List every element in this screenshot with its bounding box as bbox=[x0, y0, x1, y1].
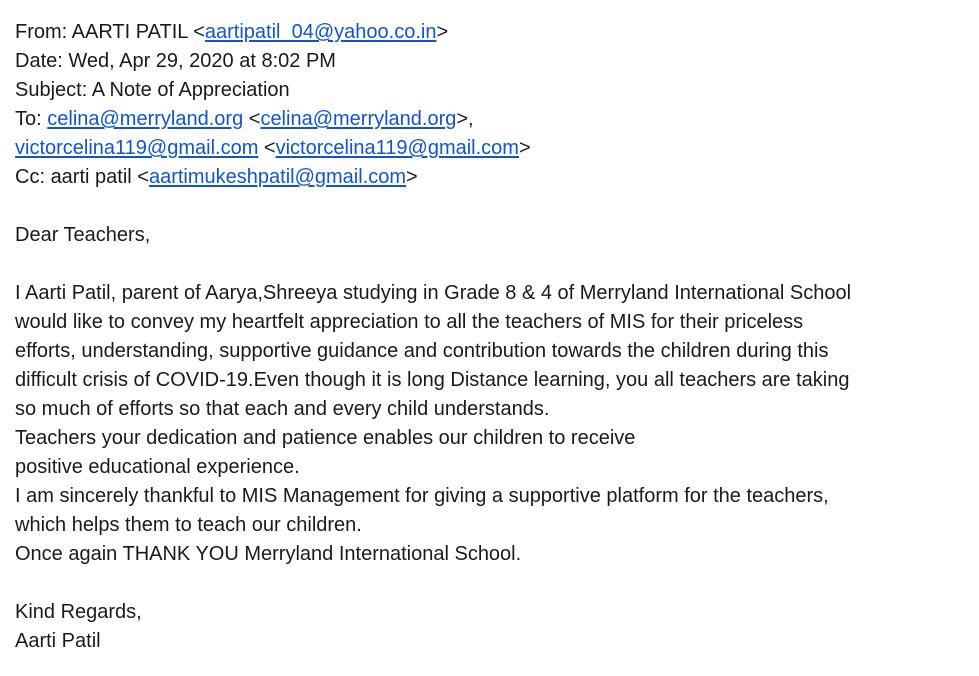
from-name: AARTI PATIL bbox=[71, 21, 188, 43]
date-line bbox=[15, 47, 965, 76]
to-recipient-2-email-link[interactable]: victorcelina119@gmail.com bbox=[275, 137, 519, 159]
closing: Kind Regards, bbox=[15, 601, 142, 623]
email-header bbox=[15, 18, 965, 192]
cc-name: aarti patil bbox=[50, 166, 132, 188]
cc-label: Cc: bbox=[15, 166, 51, 188]
to-recipient-1-name-link[interactable]: celina@merryland.org bbox=[47, 108, 244, 130]
body-line: Teachers your dedication and patience enables our children to receive bbox=[15, 427, 636, 449]
body-line: I am sincerely thankful to MIS Management for giving a supportive platform for the teachers, bbox=[15, 485, 829, 507]
body-line: Once again THANK YOU Merryland International School. bbox=[15, 543, 522, 565]
cc-email-link[interactable]: aartimukeshpatil@gmail.com bbox=[148, 166, 407, 188]
body-line: I Aarti Patil, parent of Aarya,Shreeya studying in Grade 8 & 4 of Merryland International School bbox=[15, 282, 852, 304]
spacer bbox=[15, 192, 965, 221]
body-line: so much of efforts so that each and every child understands. bbox=[15, 398, 550, 420]
to-label: To: bbox=[15, 108, 48, 130]
greeting: Dear Teachers, bbox=[15, 224, 151, 246]
spacer bbox=[15, 250, 965, 279]
subject-line bbox=[15, 76, 965, 105]
spacer bbox=[15, 569, 965, 598]
body-line: would like to convey my heartfelt appreciation to all the teachers of MIS for their priceless bbox=[15, 311, 804, 333]
to-recipient-2-name-link[interactable]: victorcelina119@gmail.com bbox=[15, 137, 259, 159]
to-line-continued: victorcelina119@gmail.com <victorcelina119@gmail.com> bbox=[15, 137, 531, 159]
to-line: To: celina@merryland.org <celina@merryland.org>, bbox=[15, 108, 474, 130]
date-label: Date: bbox=[15, 50, 69, 72]
to-recipient-1-email-link[interactable]: celina@merryland.org bbox=[260, 108, 457, 130]
from-label: From: bbox=[15, 21, 72, 43]
email-body bbox=[15, 221, 965, 656]
date-value: Wed, Apr 29, 2020 at 8:02 PM bbox=[68, 50, 336, 72]
body-line: positive educational experience. bbox=[15, 456, 300, 478]
body-line: efforts, understanding, supportive guidance and contribution towards the children during this bbox=[15, 340, 829, 362]
subject-label: Subject: bbox=[15, 79, 92, 101]
body-line: difficult crisis of COVID-19.Even though it is long Distance learning, you all teachers are taking bbox=[15, 369, 850, 391]
subject-value: A Note of Appreciation bbox=[91, 79, 290, 101]
email-document bbox=[15, 18, 965, 656]
cc-line: Cc: aarti patil <aartimukeshpatil@gmail.com> bbox=[15, 166, 418, 188]
from-line: From: AARTI PATIL <aartipatil_04@yahoo.co.in> bbox=[15, 21, 449, 43]
signature: Aarti Patil bbox=[15, 630, 101, 652]
body-line: which helps them to teach our children. bbox=[15, 514, 362, 536]
from-email-link[interactable]: aartipatil_04@yahoo.co.in bbox=[204, 21, 437, 43]
